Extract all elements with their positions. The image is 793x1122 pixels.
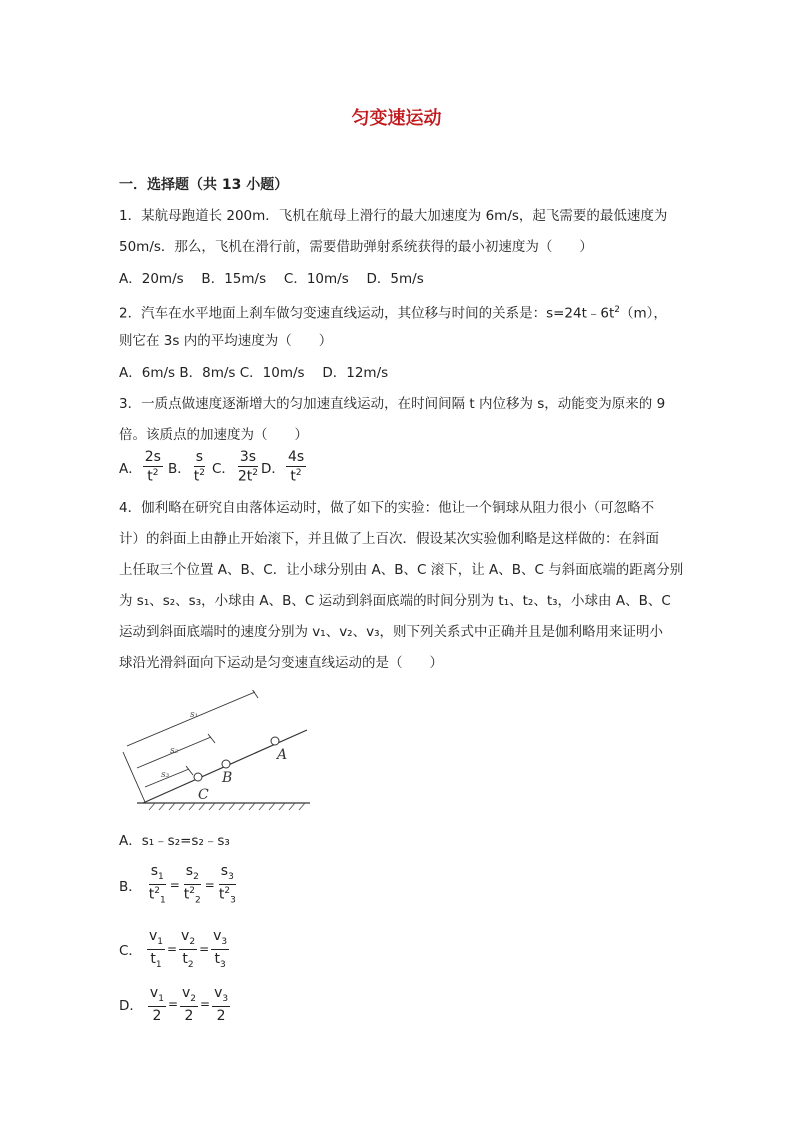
label-s1: s₁: [190, 710, 199, 720]
label-b: B: [222, 770, 233, 786]
frac-den: [147, 885, 168, 905]
sub: 1: [155, 959, 162, 970]
equals: =: [166, 942, 178, 957]
frac-num: [149, 864, 166, 885]
q3-opt-a-label: A．: [119, 460, 142, 477]
frac-den: [236, 467, 260, 484]
frac-sup: 2: [252, 468, 259, 478]
q2-line1: [119, 301, 667, 323]
equals: =: [167, 997, 178, 1012]
frac-den: 2: [152, 1007, 162, 1024]
frac-den-text: t: [147, 468, 153, 485]
q3-opt-c-label: C．: [211, 460, 235, 477]
equals: =: [199, 942, 210, 957]
sym: v: [214, 985, 223, 1001]
q4-line3: 上任取三个位置 A、B、C．让小球分别由 A、B、C 滚下，让 A、B、C 与斜面底端的距离分别: [119, 562, 684, 578]
sup: 2: [224, 885, 231, 896]
frac-den: [182, 885, 203, 905]
frac-sup: 2: [199, 468, 205, 478]
sub: 2: [190, 993, 197, 1004]
dim-tick-b: [208, 734, 215, 743]
q4-line2: 计）的斜面上由静止开始滚下，并且做了上百次．假设某次实验伽利略是这样做的：在斜面: [119, 531, 659, 547]
sym: s: [150, 863, 159, 879]
sub: 2: [187, 959, 194, 970]
ball-b: [222, 760, 230, 768]
frac-den-text: t: [290, 468, 296, 485]
sub: 1: [158, 871, 164, 882]
sym: s: [220, 863, 229, 879]
ball-c: [194, 773, 202, 781]
q4-option-d: [119, 986, 231, 1023]
sub: 3: [220, 959, 226, 970]
q1-options: A．20m/s B．15m/s C．10m/s D．5m/s: [119, 271, 424, 287]
q1-line1: 1．某航母跑道长 200m．飞机在航母上滑行的最大加速度为 6m/s，起飞需要的最低速度为: [119, 208, 668, 224]
frac-den: [288, 467, 303, 484]
sup: 2: [154, 885, 160, 896]
q4-option-b: [119, 864, 239, 905]
q3-opt-d-label: D．: [261, 460, 285, 477]
frac-num: 4s: [287, 449, 305, 465]
frac-den: 2: [216, 1007, 226, 1024]
sym: t: [182, 950, 188, 967]
label-s2: s₂: [170, 746, 179, 756]
frac-den: [148, 950, 163, 970]
frac-s3-t3: [217, 864, 238, 905]
frac-num: [219, 864, 236, 885]
q2-line1-text: 2．汽车在水平地面上刹车做匀变速直线运动，其位移与时间的关系是：s=24t﹣6t: [119, 305, 615, 322]
q4-line6: 球沿光滑斜面向下运动是匀变速直线运动的是（ ）: [119, 655, 443, 671]
sym: v: [148, 928, 158, 944]
q3-opt-b-frac: [192, 450, 207, 484]
frac-v3-2: [212, 986, 230, 1023]
dim-tick-a: [252, 690, 258, 698]
q4-line5: 运动到斜面底端时的速度分别为 v₁、v₂、v₃，则下列关系式中正确并且是伽利略用来证明小: [119, 624, 663, 640]
frac-v3-t3: [211, 929, 229, 970]
frac-sup: 2: [295, 468, 302, 478]
frac-den: [192, 467, 207, 484]
frac-sup: 2: [152, 468, 159, 478]
ground-hatch: [149, 803, 305, 810]
sub: 2: [193, 871, 199, 882]
q3-opt-b-label: B．: [167, 460, 191, 477]
label-s3: s₃: [161, 770, 170, 780]
frac-den: [213, 950, 228, 970]
q4-opt-d-label: D．: [119, 998, 143, 1015]
sup: 2: [189, 885, 196, 896]
sub: 3: [228, 871, 234, 882]
frac-num: [148, 986, 166, 1007]
frac-den: 2: [184, 1007, 194, 1024]
frac-num: [147, 929, 165, 950]
frac-den: [217, 885, 238, 905]
sym: v: [149, 985, 159, 1001]
incline-figure: [115, 690, 315, 815]
sym: v: [182, 985, 191, 1001]
sub: 3: [222, 993, 229, 1004]
frac-v1-t1: [147, 929, 165, 970]
q3-line1: 3．一质点做速度逐渐增大的匀加速直线运动，在时间间隔 t 内位移为 s，动能变为原来的 9: [119, 396, 666, 412]
q4-opt-c-label: C．: [119, 943, 142, 960]
frac-den-text: 2t: [237, 468, 253, 485]
sub: 3: [221, 936, 228, 947]
sym: s: [185, 863, 194, 879]
q3-opt-c-frac: [236, 450, 260, 484]
frac-v2-t2: [179, 929, 197, 970]
sym: t: [214, 950, 221, 967]
sym: t: [150, 950, 156, 967]
frac-num: [212, 986, 230, 1007]
q4-option-c: [119, 929, 230, 970]
frac-den: [180, 950, 195, 970]
sub: 1: [157, 936, 163, 947]
equals: =: [204, 877, 215, 892]
frac-num: [180, 986, 198, 1007]
frac-den: [145, 467, 160, 484]
frac-den-text: t: [193, 468, 200, 485]
frac-num: 3s: [239, 449, 257, 465]
ball-a: [271, 737, 279, 745]
sym: t: [218, 886, 225, 903]
sub: 3: [230, 895, 236, 906]
frac-s2-t2: [182, 864, 203, 905]
q1-line2: 50m/s．那么，飞机在滑行前，需要借助弹射系统获得的最小初速度为（ ）: [119, 239, 593, 255]
frac-num: 2s: [144, 449, 161, 465]
q2-line1-unit: （m），: [620, 305, 667, 322]
q2-options: A．6m/s B．8m/s C．10m/s D．12m/s: [119, 365, 389, 381]
q2-line2: 则它在 3s 内的平均速度为（ ）: [119, 333, 333, 349]
section-heading: 一．选择题（共 13 小题）: [119, 177, 289, 193]
q4-line4: 为 s₁、s₂、s₃，小球由 A、B、C 运动到斜面底端的时间分别为 t₁、t₂、t₃，小球由 A、B、C: [119, 593, 671, 609]
dim-tick-c: [186, 766, 193, 775]
sub: 2: [195, 895, 201, 906]
q3-opt-a-frac: [143, 450, 163, 484]
label-a: A: [277, 747, 288, 763]
frac-num: [179, 929, 197, 950]
sub: 1: [160, 895, 166, 906]
q3-line2: 倍。该质点的加速度为（ ）: [119, 427, 308, 443]
frac-v2-2: [180, 986, 198, 1023]
q4-line1: 4．伽利略在研究自由落体运动时，做了如下的实验：他让一个铜球从阻力很小（可忽略不: [119, 500, 655, 516]
q3-opt-d-frac: [286, 450, 306, 484]
sym: v: [181, 928, 190, 944]
sym: t: [183, 886, 190, 903]
sub: 1: [158, 993, 164, 1004]
page-title: 匀变速运动: [351, 108, 442, 129]
q4-option-a: A．s₁﹣s₂=s₂﹣s₃: [119, 833, 230, 849]
frac-num: [211, 929, 229, 950]
frac-num: [184, 864, 201, 885]
sym: t: [148, 886, 155, 903]
sub: 2: [189, 936, 196, 947]
dim-ext-base: [123, 752, 145, 802]
equals: =: [200, 997, 211, 1012]
frac-v1-2: [148, 986, 166, 1023]
q3-options: [119, 450, 307, 484]
frac-num: s: [195, 449, 203, 465]
q2-line1-sup: 2: [614, 305, 621, 315]
q4-opt-b-label: B．: [119, 878, 142, 895]
sym: v: [213, 928, 222, 944]
label-c: C: [198, 787, 209, 803]
equals: =: [169, 877, 180, 892]
frac-s1-t1: [147, 864, 168, 905]
